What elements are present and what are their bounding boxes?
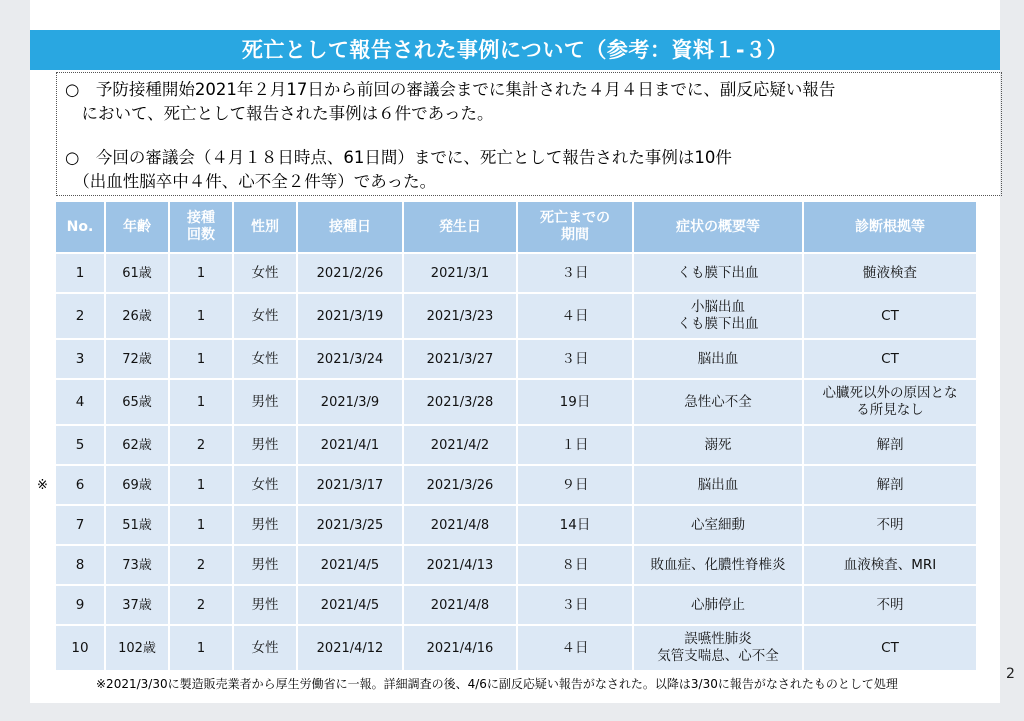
cell-diagnosis-basis: CT	[804, 340, 976, 380]
cell-no: 6	[56, 466, 106, 506]
header-days-to-death: 死亡までの 期間	[518, 202, 634, 254]
cell-onset-date: 2021/4/8	[404, 506, 518, 546]
cell-onset-date: 2021/4/8	[404, 586, 518, 626]
cell-sex: 女性	[234, 340, 298, 380]
cell-onset-date: 2021/3/1	[404, 254, 518, 294]
cell-diagnosis-basis: 解剖	[804, 426, 976, 466]
cell-no: 5	[56, 426, 106, 466]
page-number: 2	[1006, 666, 1015, 682]
notice-line-2: において、死亡として報告された事例は６件であった。	[65, 104, 494, 123]
cell-days-to-death: 19日	[518, 380, 634, 426]
cell-days-to-death: ４日	[518, 626, 634, 672]
notice-line-4: （出血性脳卒中４件、心不全２件等）であった。	[65, 172, 437, 191]
cell-age: 37歳	[106, 586, 170, 626]
cell-no: 1	[56, 254, 106, 294]
row-6-asterisk-mark: ※	[37, 478, 48, 493]
cell-onset-date: 2021/3/26	[404, 466, 518, 506]
cell-vaccination-date: 2021/4/5	[298, 586, 404, 626]
slide-title: 死亡として報告された事例について（参考：資料１-３）	[30, 30, 1000, 70]
header-dose-count: 接種 回数	[170, 202, 234, 254]
cell-days-to-death: ８日	[518, 546, 634, 586]
cell-days-to-death: ３日	[518, 340, 634, 380]
cell-symptoms: 脳出血	[634, 340, 804, 380]
table-row	[56, 466, 976, 506]
cell-dose-count: 2	[170, 546, 234, 586]
cell-symptoms: 心室細動	[634, 506, 804, 546]
cell-sex: 男性	[234, 380, 298, 426]
cell-vaccination-date: 2021/3/9	[298, 380, 404, 426]
cell-symptoms: 小脳出血 くも膜下出血	[634, 294, 804, 340]
table-row	[56, 546, 976, 586]
cell-dose-count: 2	[170, 586, 234, 626]
cell-diagnosis-basis: CT	[804, 294, 976, 340]
cell-dose-count: 1	[170, 254, 234, 294]
cell-symptoms: 敗血症、化膿性脊椎炎	[634, 546, 804, 586]
table-row	[56, 254, 976, 294]
cell-no: 2	[56, 294, 106, 340]
header-vaccination-date: 接種日	[298, 202, 404, 254]
cell-onset-date: 2021/3/28	[404, 380, 518, 426]
cell-age: 69歳	[106, 466, 170, 506]
cell-vaccination-date: 2021/4/12	[298, 626, 404, 672]
cell-sex: 女性	[234, 294, 298, 340]
cell-vaccination-date: 2021/4/1	[298, 426, 404, 466]
cell-vaccination-date: 2021/3/24	[298, 340, 404, 380]
table-body	[56, 254, 976, 672]
cell-dose-count: 1	[170, 466, 234, 506]
cell-days-to-death: ３日	[518, 586, 634, 626]
cell-age: 51歳	[106, 506, 170, 546]
cell-vaccination-date: 2021/3/17	[298, 466, 404, 506]
cell-no: 4	[56, 380, 106, 426]
table-row	[56, 586, 976, 626]
cell-sex: 女性	[234, 466, 298, 506]
cell-diagnosis-basis: 血液検査、MRI	[804, 546, 976, 586]
header-sex: 性別	[234, 202, 298, 254]
cell-age: 102歳	[106, 626, 170, 672]
table-row	[56, 294, 976, 340]
cell-symptoms: 溺死	[634, 426, 804, 466]
cell-vaccination-date: 2021/3/25	[298, 506, 404, 546]
cell-age: 26歳	[106, 294, 170, 340]
cell-sex: 男性	[234, 586, 298, 626]
cell-sex: 女性	[234, 254, 298, 294]
cell-diagnosis-basis: 髄液検査	[804, 254, 976, 294]
cell-no: 9	[56, 586, 106, 626]
cell-dose-count: 2	[170, 426, 234, 466]
cell-onset-date: 2021/3/23	[404, 294, 518, 340]
cell-vaccination-date: 2021/3/19	[298, 294, 404, 340]
cell-dose-count: 1	[170, 380, 234, 426]
cell-diagnosis-basis: 不明	[804, 506, 976, 546]
cell-sex: 女性	[234, 626, 298, 672]
cell-age: 62歳	[106, 426, 170, 466]
table-row	[56, 340, 976, 380]
header-diagnosis-basis: 診断根拠等	[804, 202, 976, 254]
death-cases-table	[56, 202, 976, 672]
cell-days-to-death: １日	[518, 426, 634, 466]
footer-note: ※2021/3/30に製造販売業者から厚生労働省に一報。詳細調査の後、4/6に副反応疑い報告がなされた。以降は3/30に報告がなされたものとして処理	[96, 677, 898, 691]
cell-days-to-death: ４日	[518, 294, 634, 340]
cell-age: 65歳	[106, 380, 170, 426]
table-header-row	[56, 202, 976, 254]
cell-dose-count: 1	[170, 626, 234, 672]
cell-age: 72歳	[106, 340, 170, 380]
cell-dose-count: 1	[170, 294, 234, 340]
cell-age: 61歳	[106, 254, 170, 294]
cell-symptoms: 心肺停止	[634, 586, 804, 626]
cell-symptoms: 急性心不全	[634, 380, 804, 426]
cell-onset-date: 2021/4/16	[404, 626, 518, 672]
cell-onset-date: 2021/3/27	[404, 340, 518, 380]
cell-dose-count: 1	[170, 506, 234, 546]
cell-days-to-death: 14日	[518, 506, 634, 546]
cell-days-to-death: ９日	[518, 466, 634, 506]
cell-no: 7	[56, 506, 106, 546]
cell-symptoms: 誤嚥性肺炎 気管支喘息、心不全	[634, 626, 804, 672]
cell-onset-date: 2021/4/2	[404, 426, 518, 466]
cell-days-to-death: ３日	[518, 254, 634, 294]
cell-sex: 男性	[234, 546, 298, 586]
header-age: 年齢	[106, 202, 170, 254]
notice-line-3: ○ 今回の審議会（４月１８日時点、61日間）までに、死亡として報告された事例は10件	[65, 148, 732, 167]
table-row	[56, 506, 976, 546]
notice-line-1: ○ 予防接種開始2021年２月17日から前回の審議会までに集計された４月４日までに、副反応疑い報告	[65, 80, 836, 99]
cell-no: 10	[56, 626, 106, 672]
cell-diagnosis-basis: 不明	[804, 586, 976, 626]
header-symptoms: 症状の概要等	[634, 202, 804, 254]
table-row	[56, 380, 976, 426]
table-row	[56, 626, 976, 672]
cell-no: 3	[56, 340, 106, 380]
cell-diagnosis-basis: 心臓死以外の原因とな る所見なし	[804, 380, 976, 426]
cell-symptoms: くも膜下出血	[634, 254, 804, 294]
notice-box	[56, 72, 1002, 196]
cell-no: 8	[56, 546, 106, 586]
cell-onset-date: 2021/4/13	[404, 546, 518, 586]
cell-symptoms: 脳出血	[634, 466, 804, 506]
header-no: No.	[56, 202, 106, 254]
cell-dose-count: 1	[170, 340, 234, 380]
cell-sex: 男性	[234, 506, 298, 546]
header-onset-date: 発生日	[404, 202, 518, 254]
cell-diagnosis-basis: 解剖	[804, 466, 976, 506]
cell-age: 73歳	[106, 546, 170, 586]
table-row	[56, 426, 976, 466]
cell-vaccination-date: 2021/2/26	[298, 254, 404, 294]
cell-vaccination-date: 2021/4/5	[298, 546, 404, 586]
cell-sex: 男性	[234, 426, 298, 466]
cell-diagnosis-basis: CT	[804, 626, 976, 672]
